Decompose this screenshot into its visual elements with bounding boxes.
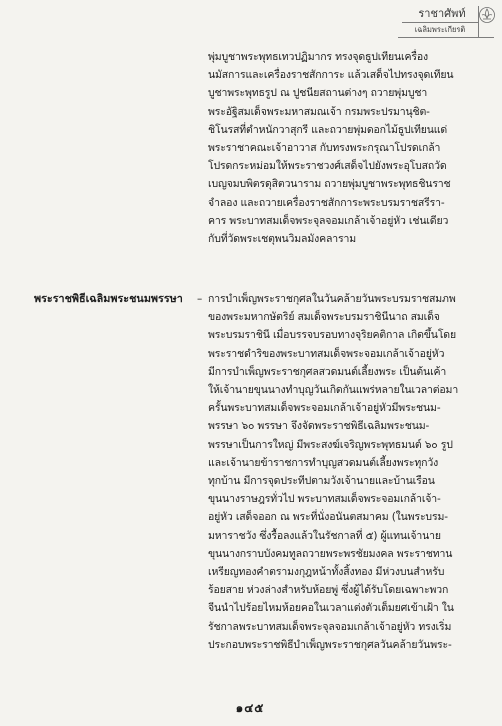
text-line: มหาราชวัง ซึ่งรื้อลงแล้วในรัชกาลที่ ๕) ผู้แทนเจ้านาย (208, 529, 441, 542)
text-line: ของพระมหากษัตริย์ สมเด็จพระบรมราชินีนาถ สมเด็จ (208, 311, 440, 324)
text-line: พรรษาเป็นการใหญ่ มีพระสงฆ์เจริญพระพุทธมนต์ ๖๐ รูป (208, 438, 453, 451)
text-line: พระราชาคณะเจ้าอาวาส กับทรงพระกรุณาโปรดเกล้า (208, 142, 441, 155)
text-line: พระบรมราชินี เมื่อบรรจบรอบทางจุริยคติกาล เกิดขึ้นโดย (208, 329, 456, 342)
text-line: รัชกาลพระบาทสมเด็จพระจุลจอมเกล้าเจ้าอยู่หัว ทรงเริ่ม (208, 620, 452, 633)
text-line: กับที่วัดพระเชตุพนวิมลมังคลาราม (208, 233, 357, 246)
text-line: ร้อยสาย ห่วงล่างสำหรับห้อยพู่ ซึ่งผู้ได้รับโดยเฉพาะพวก (208, 584, 449, 597)
text-line: จีนนำไปร้อยไหมห้อยคอในเวลาแต่งตัวเต็มยศเข้าเฝ้า ใน (208, 602, 454, 615)
text-line: เบญจมบพิตรดุสิตวนาราม ถวายพุ่มบูชาพระพุทธชินราช (208, 178, 451, 191)
text-line: ครั้นพระบาทสมเด็จพระจอมเกล้าเจ้าอยู่หัวมีพระชนม- (208, 402, 441, 415)
text-line: คาร พระบาทสมเด็จพระจุลจอมเกล้าเจ้าอยู่หัว เช่นเดียว (208, 214, 449, 227)
text-line: จำลอง และถวายเครื่องราชสักการะพระบรมราชสรีรา- (208, 196, 445, 209)
header-divider (402, 22, 478, 23)
text-line: ชิโนรสที่ตำหนักวาสุกรี และถวายพุ่มดอกไม้ธูปเทียนแด่ (208, 123, 448, 136)
text-line: โปรดกระหม่อมให้พระราชวงศ์เสด็จไปยังพระอุโบสถวัด (208, 160, 447, 173)
text-line: ทุกบ้าน มีการจุดประทีปตามวังเจ้านายและบ้านเรือน (208, 475, 435, 488)
entry-dash: – (197, 293, 203, 305)
text-line: พระอัฐิสมเด็จพระมหาสมณเจ้า กรมพระปรมานุชิต- (208, 105, 430, 118)
paragraph-continuation (208, 48, 472, 248)
text-line: บูชาพระพุทธรูป ณ ปูชนียสถานต่างๆ ถวายพุ่มบูชา (208, 87, 428, 100)
text-line: นมัสการและเครื่องราชสักการะ แล้วเสด็จไปทรงจุดเทียน (208, 69, 454, 82)
entry-term: พระราชพิธีเฉลิมพระชนมพรรษา (34, 292, 183, 305)
text-line: ประกอบพระราชพิธีบำเพ็ญพระราชกุศลวันคล้ายวันพระ- (208, 638, 452, 651)
text-line: การบำเพ็ญพระราชกุศลในวันคล้ายวันพระบรมราชสมภพ (208, 293, 456, 305)
text-line: และเจ้านายข้าราชการทำบุญสวดมนต์เลี้ยงพระทุกวัง (208, 456, 439, 469)
text-line: พระราชดำริของพระบาทสมเด็จพระจอมเกล้าเจ้าอยู่หัว (208, 347, 445, 360)
text-line: ขุนนางราษฎรทั่วไป พระบาทสมเด็จพระจอมเกล้าเจ้า- (208, 493, 441, 506)
text-line: พุ่มบูชาพระพุทธเทวปฏิมากร ทรงจุดธูปเทียนเครื่อง (208, 51, 428, 63)
header-title: ราชาศัพท์ (418, 7, 466, 20)
text-line: พรรษา ๖๐ พรรษา จึงจัดพระราชพิธีเฉลิมพระชนม- (208, 420, 430, 433)
header-underline (398, 37, 494, 38)
page-number: ๑๔๕ (235, 701, 265, 715)
lotus-emblem-icon (478, 6, 496, 24)
text-line: เหรียญทองคำตรามงกุฎหน้าทั้งสิ้งทอง มีห่วงบนสำหรับ (208, 566, 445, 579)
text-line: อยู่หัว เสด็จออก ณ พระที่นั่งอนันตสมาคม (ในพระบรม- (208, 511, 448, 524)
entry-definition (208, 290, 472, 654)
text-line: ขุนนางกราบบังคมทูลถวายพระพรชัยมงคล พระราชทาน (208, 547, 453, 560)
text-line: ให้เจ้านายขุนนางทำบุญวันเกิดกันแพร่หลายในเวลาต่อมา (208, 384, 459, 397)
header-subtitle: เฉลิมพระเกียรติ (414, 25, 466, 34)
text-line: มีการบำเพ็ญพระราชกุศลสวดมนต์เลี้ยงพระ เป็นต้นเค้า (208, 365, 447, 378)
